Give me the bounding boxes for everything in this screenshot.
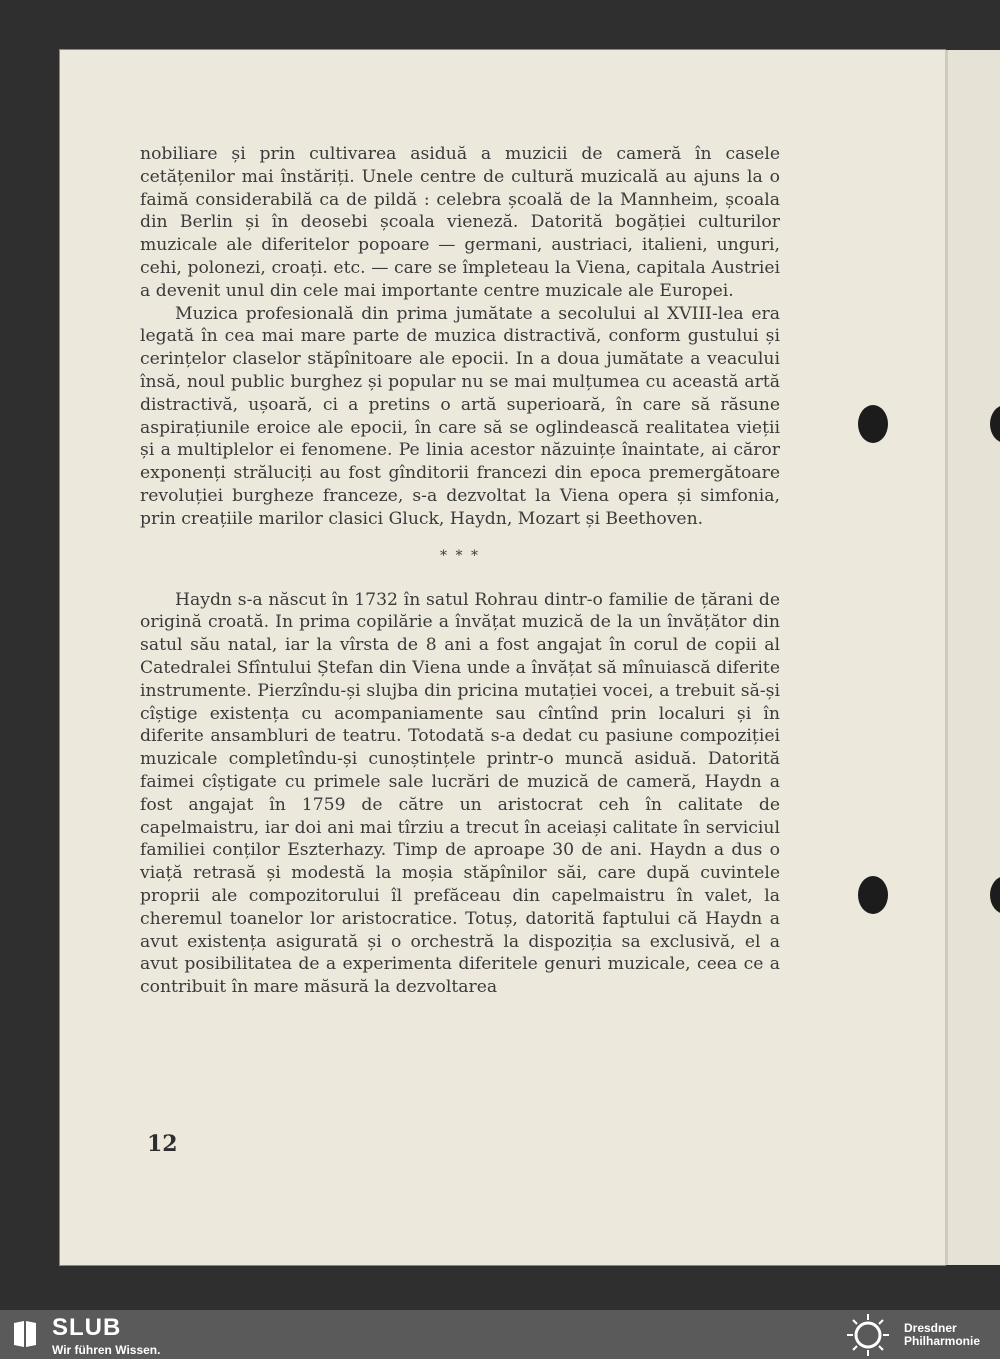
page-number: 12	[147, 1131, 178, 1157]
footer-bar	[0, 1310, 1000, 1359]
philharmonie-name	[904, 1322, 980, 1348]
paragraph: nobiliare și prin cultivarea asiduă a muzicii de cameră în casele cetățenilor mai înstăriți. Unele centre de cultură muzicală au ajuns la o faimă considerabilă ca de pildă : celebra școală de la Mannheim, școala din Berlin și în deosebi școala vieneză. Datorită bogăției culturilor muzicale ale diferitelor popoare — germani, austriaci, italieni, unguri, cehi, polonezi, croați. etc. — care se împleteau la Viena, capitala Austriei a devenit unul din cele mai importante centre muzicale ale Europei.	[140, 144, 780, 301]
section-separator: * * *	[440, 547, 480, 564]
slub-tagline: Wir führen Wissen.	[52, 1343, 161, 1357]
philharmonie-line2: Philharmonie	[904, 1334, 981, 1348]
body-text	[140, 143, 780, 999]
paragraph: Haydn s-a născut în 1732 în satul Rohrau dintr-o familie de țărani de origină croată. In prima copilărie a învățat muzică de la un învățător din satul său natal, iar la vîrsta de 8 ani a fost angajat în corul de copii al Catedralei Sfîntului Ștefan din Viena unde a învățat să mînuiască diferite instrumente. Pierzîndu-și slujba din pricina mutației vocei, a trebuit să-și cîștige existența cu acompaniamente sau cîntînd prin localuri și în diferite ansambluri de teatru. Totodată s-a dedat cu pasiune compoziției muzicale completîndu-și cunoștințele printr-o muncă asiduă. Datorită faimei cîștigate cu primele sale lucrări de muzică de cameră, Haydn a fost angajat în 1759 de către un aristocrat ceh în calitate de capelmaistru, iar doi ani mai tîrziu a trecut în aceiași calitate în serviciul familiei conților Eszterhazy. Timp de aproape 30 de ani. Haydn a dus o viață retrasă și modestă la moșia stăpînilor săi, care după cuvintele proprii ale compozitorului îl prefăceau din capelmaistru în valet, la cheremul toanelor lor aristocratice. Totuș, datorită faptului că Haydn a avut existența asigurată și o orchestră la dispoziția sa exclusivă, el a avut posibilitatea de a experimenta diferitele genuri muzicale, ceea ce a contribuit în mare măsură la dezvoltarea	[140, 589, 780, 998]
slub-name: SLUB	[52, 1314, 122, 1341]
next-page-edge	[945, 50, 1000, 1265]
philharmonie-line1: Dresdner	[904, 1321, 957, 1335]
paragraph: Muzica profesională din prima jumătate a secolului al XVIII-lea era legată în cea mai mare parte de muzica distractivă, conform gustului și cerințelor claselor stăpînitoare ale epocii. In a doua jumătate a veacului însă, noul public burghez și popular nu se mai mulțumea cu această artă distractivă, ușoară, ci a pretins o artă superioară, în care să răsune aspirațiunile eroice ale epocii, în care să se oglindească realitatea vieții și a multiplelor ei fenomene. Pe linia acestor năzuințe înaintate, ai căror exponenți străluciți au fost gînditorii francezi din epoca premergătoare revoluției burgheze franceze, s-a dezvoltat la Viena opera și simfonia, prin creațiile marilor clasici Gluck, Haydn, Mozart și Beethoven.	[140, 303, 780, 529]
book-icon	[12, 1319, 38, 1349]
punch-hole	[858, 405, 888, 443]
punch-hole	[858, 876, 888, 914]
sunburst-icon	[842, 1312, 894, 1358]
